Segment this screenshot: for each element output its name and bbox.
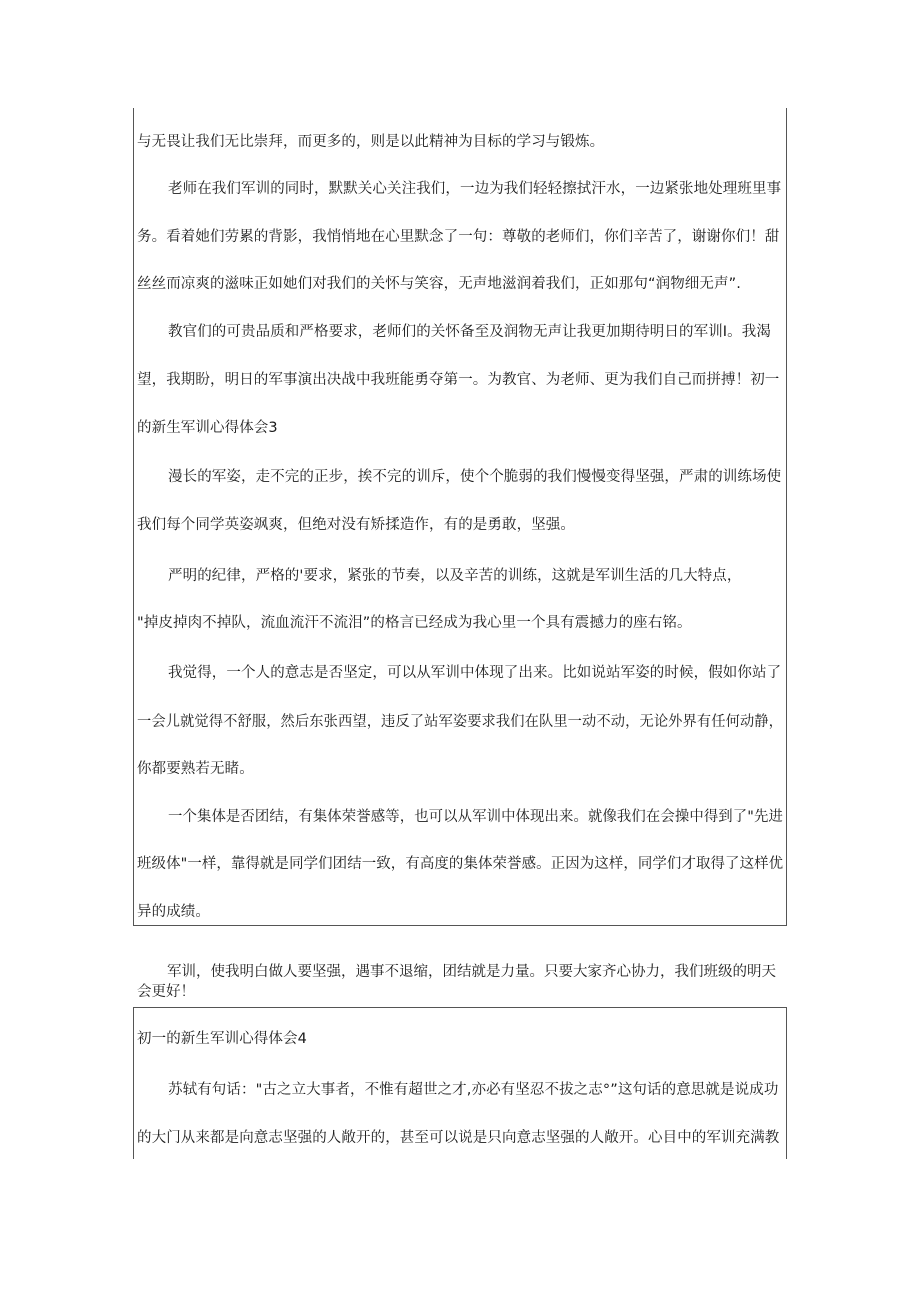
text-line: 一会儿就觉得不舒服，然后东张西望，违反了站军姿要求我们在队里一动不动，无论外界有任何动静， [137,714,784,730]
text-line: 班级体"一样，靠得就是同学们团结一致，有高度的集体荣誉感。正因为这样，同学们才取得了这样优 [137,856,784,872]
text-line: 苏轼有句话："古之立大事者，不惟有超世之才,亦必有坚忍不拔之志°”这句话的意思就是说成功 [168,1082,779,1098]
text-line: "掉皮掉肉不掉队，流血流汗不流泪”的格言已经成为我心里一个具有震撼力的座右铭。 [137,615,692,631]
section-heading-4: 初一的新生军训心得体会4 [137,1031,307,1047]
text-line: 一个集体是否团结，有集体荣誉感等，也可以从军训中体现出来。就像我们在会操中得到了"先进 [168,809,783,825]
text-line: 我们每个同学英姿飒爽，但绝对没有矫揉造作，有的是勇敢，坚强。 [137,517,575,533]
text-line: 务。看着她们劳累的背影，我悄悄地在心里默念了一句：尊敬的老师们，你们辛苦了，谢谢你们！甜 [137,229,780,245]
text-line: 的大门从来都是向意志坚强的人敞开的，甚至可以说是只向意志坚强的人敞开。心目中的军训充满教 [137,1130,780,1146]
text-line: 异的成绩。 [137,904,210,920]
text-line: 你都要熟若无睹。 [137,761,254,777]
text-line: 教官们的可贵品质和严格要求，老师们的关怀备至及润物无声让我更加期待明日的军训I。我渴 [168,324,771,340]
text-line: 漫长的军姿，走不完的正步，挨不完的训斥，使个个脆弱的我们慢慢变得坚强，严肃的训练场使 [168,469,782,485]
text-line: 丝丝而凉爽的滋味正如她们对我们的关怀与笑容，无声地滋润着我们，正如那句“润物细无声”. [137,276,741,292]
section-heading-3: 的新生军训心得体会3 [137,420,278,436]
text-line: 望，我期盼，明日的军事演出决战中我班能勇夺第一。为教官、为老师、更为我们自己而拼搏！初一 [137,372,780,388]
text-line: 老师在我们军训的同时，默默关心关注我们，一边为我们轻轻擦拭汗水，一边紧张地处理班里事 [168,181,782,197]
middle-paragraph: 军训，使我明白做人要坚强，遇事不退缩，团结就是力量。只要大家齐心协力，我们班级的明天会更好！ [137,964,776,1000]
text-line: 严明的纪律，严格的'要求，紧张的节奏，以及辛苦的训练，这就是军训生活的几大特点， [168,568,742,584]
text-line: 我觉得，一个人的意志是否坚定，可以从军训中体现了出来。比如说站军姿的时候，假如你站了 [168,665,782,681]
text-line: 与无畏让我们无比崇拜，而更多的，则是以此精神为目标的学习与锻炼。 [137,134,605,150]
